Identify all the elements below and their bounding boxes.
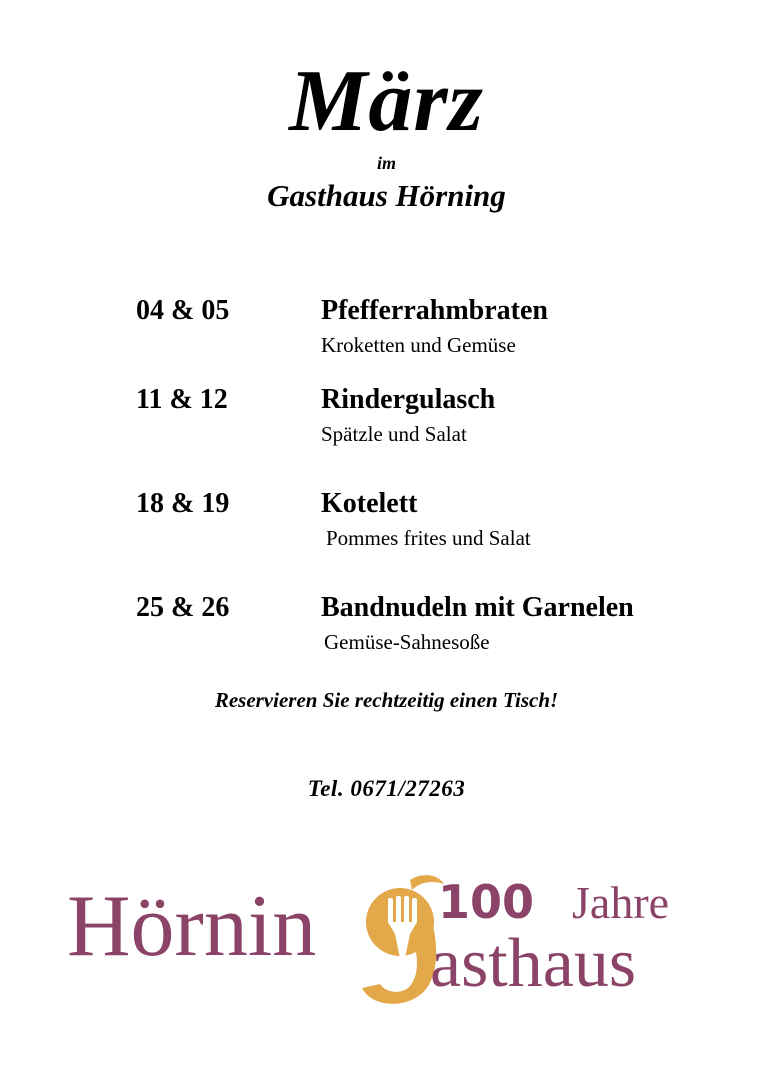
logo-jahre-text: Jahre	[572, 877, 670, 928]
menu-dates: 18 & 19	[136, 488, 230, 519]
logo-name-text: Hörnin	[67, 878, 317, 975]
menu-dish: Bandnudeln mit Garnelen	[321, 592, 634, 623]
logo-gasthaus-text: asthaus	[430, 925, 637, 1002]
menu-dish: Pfefferrahmbraten	[321, 295, 549, 326]
menu-dates: 04 & 05	[136, 295, 230, 326]
reservation-note: Reservieren Sie rechtzeitig einen Tisch!	[214, 688, 559, 712]
menu-side: Gemüse-Sahnesoße	[324, 630, 490, 654]
menu-dish: Kotelett	[321, 488, 418, 519]
im-label: im	[376, 153, 396, 173]
menu-dates: 25 & 26	[136, 592, 230, 623]
gasthaus-logo	[0, 860, 773, 1010]
menu-side: Pommes frites und Salat	[326, 526, 531, 550]
phone-number: Tel. 0671/27263	[307, 776, 466, 801]
menu-side: Spätzle und Salat	[321, 422, 467, 446]
menu-side: Kroketten und Gemüse	[321, 333, 516, 357]
menu-dates: 11 & 12	[136, 384, 228, 415]
menu-dish: Rindergulasch	[321, 384, 496, 415]
month-title: März	[289, 53, 484, 150]
logo-years-text: 100	[438, 875, 535, 929]
venue-title: Gasthaus Hörning	[267, 178, 506, 213]
